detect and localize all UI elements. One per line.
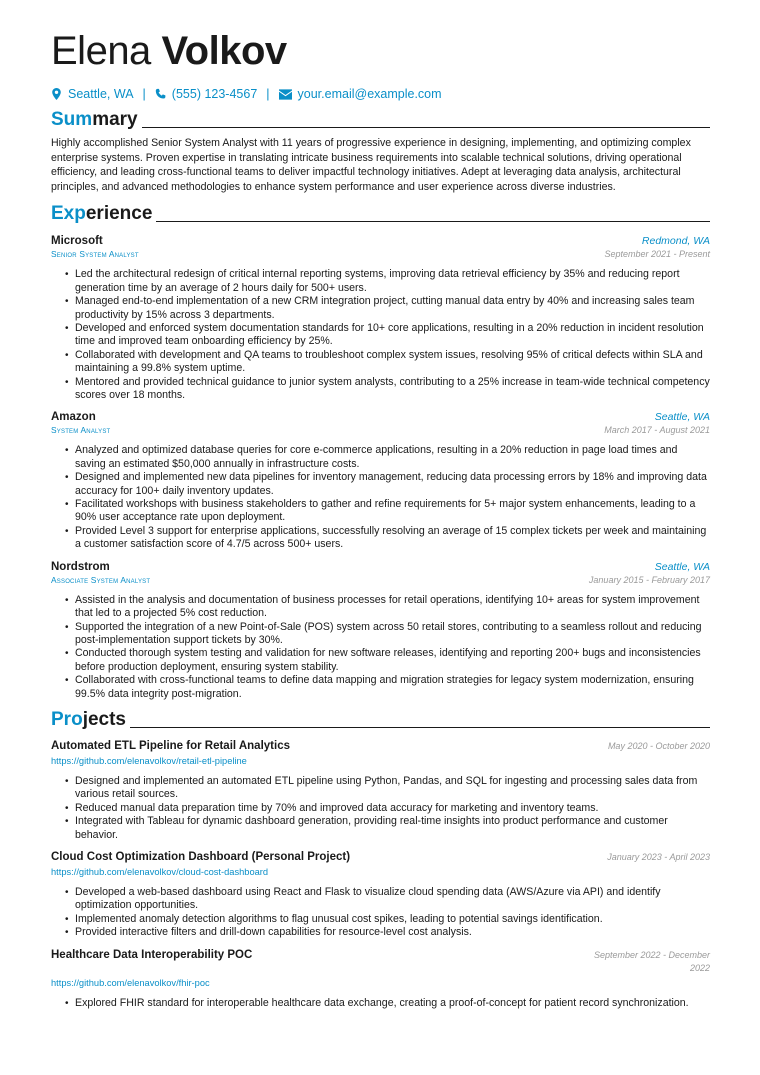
location-text: Seattle, WA	[68, 87, 134, 101]
contact-bar	[51, 86, 710, 102]
bullet-item: • Assisted in the analysis and documentation of business processes for retail operations, identifying 10+ areas for system improvement that led to a projected 5% cost reduction.	[65, 594, 710, 621]
phone-icon	[155, 88, 166, 100]
bullet-item: • Conducted thorough system testing and validation for new software releases, identifying and reporting 200+ bugs and inconsistencies before production deployment, ensuring system stability.	[65, 647, 710, 674]
bullet-item: • Collaborated with development and QA teams to troubleshoot complex system issues, resolving 95% of critical defects within SLA and maintaining a 99.8% system uptime.	[65, 349, 710, 376]
candidate-name	[51, 28, 710, 74]
email-text: your.email@example.com	[297, 87, 442, 101]
project-link[interactable]: https://github.com/elenavolkov/cloud-cost-dashboard	[51, 866, 269, 877]
first-name: Elena	[51, 29, 151, 73]
bullet-item: • Provided interactive filters and drill-down capabilities for resource-level cost analysis.	[65, 926, 710, 939]
contact-location	[51, 86, 134, 102]
job-dates: March 2017 - August 2021	[604, 425, 710, 436]
project-dates: May 2020 - October 2020	[607, 740, 710, 751]
job-title: Associate System Analyst	[51, 574, 151, 585]
envelope-icon	[279, 89, 292, 100]
project-bullets	[51, 775, 710, 842]
bullet-item: • Mentored and provided technical guidance to junior system analysts, contributing to a 25% increase in team-wide technical competency scores over 18 months.	[65, 376, 710, 403]
last-name: Volkov	[161, 29, 287, 73]
bullet-item: • Provided Level 3 support for enterprise applications, successfully resolving an average of 15 complex tickets per week and maintaining a customer satisfaction score of 4.7/5 across 500+ users.	[65, 525, 710, 552]
projects-title-accent: Pro	[51, 708, 83, 730]
contact-separator: |	[266, 87, 270, 101]
job-location: Seattle, WA	[654, 560, 710, 573]
job-location: Seattle, WA	[654, 411, 710, 424]
bullet-item: • Facilitated workshops with business stakeholders to gather and refine requirements for 5+ major system enhancements, leading to a 90% user acceptance rate upon deployment.	[65, 498, 710, 525]
job-title: Senior System Analyst	[51, 249, 139, 260]
projects-title-rest: jects	[82, 708, 126, 730]
project-entry	[51, 851, 710, 940]
experience-title-accent: Exp	[51, 203, 86, 225]
company-name: Nordstrom	[51, 560, 110, 573]
bullet-item: • Implemented anomaly detection algorithms to flag unusual cost spikes, leading to potential savings identification.	[65, 913, 710, 926]
summary-title-rest: mary	[92, 109, 138, 130]
section-rule	[142, 127, 710, 128]
bullet-item: • Analyzed and optimized database queries for core e-commerce applications, resulting in a 20% reduction in page load times and saving an estimated $50,000 annually in infrastructure costs.	[65, 444, 710, 471]
job-bullets	[51, 268, 710, 402]
section-rule	[156, 221, 710, 222]
project-link[interactable]: https://github.com/elenavolkov/fhir-poc	[51, 977, 210, 988]
bullet-item: • Managed end-to-end implementation of a new CRM integration project, cutting manual data entry by 40% and increasing sales team productivity by 15% across 3 departments.	[65, 295, 710, 322]
section-rule	[130, 727, 710, 728]
projects-heading	[51, 709, 710, 731]
summary-heading	[51, 109, 710, 131]
bullet-item: • Explored FHIR standard for interoperable healthcare data exchange, creating a proof-of-concept for patient record synchronization.	[65, 997, 710, 1010]
bullet-item: • Integrated with Tableau for dynamic dashboard generation, providing real-time insights into product performance and customer behavior.	[65, 815, 710, 842]
job-entry	[51, 411, 710, 551]
bullet-item: • Supported the integration of a new Point-of-Sale (POS) system across 50 retail stores, contributing to a seamless rollout and reducing post-implementation support tickets by 30%.	[65, 621, 710, 648]
bullet-item: • Designed and implemented new data pipelines for inventory management, reducing data processing errors by 18% and improving data accuracy for 100+ daily inventory updates.	[65, 471, 710, 498]
project-link[interactable]: https://github.com/elenavolkov/retail-etl-pipeline	[51, 755, 247, 766]
project-dates: January 2023 - April 2023	[607, 851, 710, 862]
job-entry	[51, 561, 710, 701]
bullet-item: • Designed and implemented an automated ETL pipeline using Python, Pandas, and SQL for ingesting and processing sales data from various retail sources.	[65, 775, 710, 802]
job-bullets	[51, 594, 710, 701]
job-location: Redmond, WA	[641, 235, 710, 248]
contact-separator: |	[142, 87, 146, 101]
company-name: Amazon	[51, 411, 96, 424]
company-name: Microsoft	[51, 235, 103, 248]
project-bullets	[51, 997, 710, 1010]
map-pin-icon	[51, 88, 62, 100]
bullet-item: • Reduced manual data preparation time by 70% and improved data accuracy for marketing and inventory teams.	[65, 802, 710, 815]
summary-title-accent: Sum	[51, 109, 93, 130]
experience-heading	[51, 203, 710, 225]
summary-text: Highly accomplished Senior System Analyst with 11 years of progressive experience in designing, implementing, and optimizing complex enterprise systems. Proven expertise in translating intricate business requirements into scalable technical solutions, driving operational efficiency, and leading cross-functional teams to deliver impactful technology initiatives. Adept at leveraging data analysis, architectural principles, and advanced methodologies to enhance system performance and user experience across diverse industries.	[51, 137, 691, 193]
job-dates: September 2021 - Present	[604, 249, 710, 260]
contact-phone[interactable]	[155, 86, 257, 102]
project-title: Automated ETL Pipeline for Retail Analytics	[51, 739, 290, 752]
project-title: Cloud Cost Optimization Dashboard (Personal Project)	[51, 850, 351, 863]
project-entry	[51, 740, 710, 842]
project-title: Healthcare Data Interoperability POC	[51, 948, 253, 961]
bullet-item: • Led the architectural redesign of critical internal reporting systems, improving data retrieval efficiency by 35% and reducing report generation time by an average of 2 hours daily for 500+ users.	[65, 268, 710, 295]
bullet-item: • Developed a web-based dashboard using React and Flask to visualize cloud spending data (AWS/Azure via API) and identify optimization opportunities.	[65, 886, 710, 913]
job-dates: January 2015 - February 2017	[588, 574, 710, 585]
phone-text: (555) 123-4567	[171, 87, 258, 101]
job-title: System Analyst	[51, 425, 111, 436]
contact-email[interactable]	[279, 86, 442, 102]
job-entry	[51, 235, 710, 402]
bullet-item: • Developed and enforced system documentation standards for 10+ core applications, resulting in a 20% reduction in incident resolution time and improved team onboarding efficiency by 25%.	[65, 322, 710, 349]
bullet-item: • Collaborated with cross-functional teams to define data mapping and migration strategies for legacy system modernization, ensuring 99.5% data integrity post-migration.	[65, 674, 710, 701]
project-dates: September 2022 - December 2022	[593, 949, 710, 973]
experience-title-rest: erience	[85, 203, 153, 225]
project-bullets	[51, 886, 710, 940]
job-bullets	[51, 444, 710, 551]
project-entry	[51, 949, 710, 1010]
